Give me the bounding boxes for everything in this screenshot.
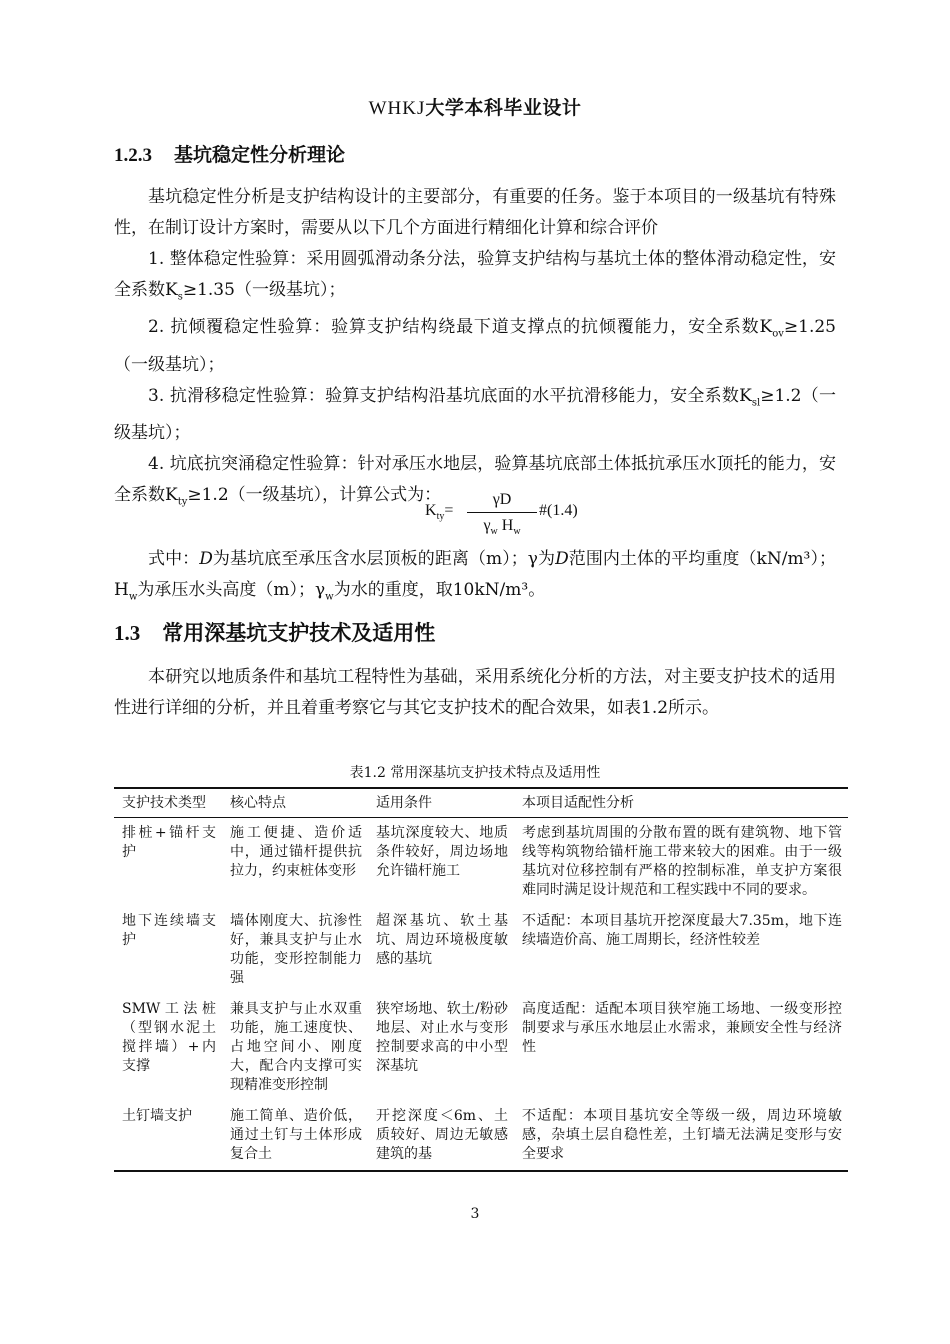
table-cell: 墙体刚度大、抗渗性好，兼具支护与止水功能，变形控制能力强 — [230, 913, 362, 986]
header-chinese: 大学本科毕业设计 — [425, 97, 582, 119]
item-4: 4. 坑底抗突涌稳定性验算：针对承压水地层，验算基坑底部土体抵抗承压水顶托的能力，安全系数$K_{ty}\ge 1.2$（一级基坑），计算公式为： — [114, 454, 836, 508]
item-2: 2. 抗倾覆稳定性验算：验算支护结构绕最下道支撑点的抗倾覆能力，安全系数$K_{ov}\ge 1.25$（一级基坑）； — [114, 317, 836, 375]
table-row — [114, 906, 848, 994]
table-cell: 开挖深度＜6m、土质较好、周边无敏感建筑的基 — [368, 1101, 514, 1171]
table-caption: 表1.2 常用深基坑支护技术特点及适用性 — [349, 765, 601, 781]
table-row — [114, 818, 848, 907]
table-cell: SMW工法桩（型钢水泥土搅拌墙）+内支撑 — [122, 1001, 216, 1074]
table-row — [114, 1101, 848, 1171]
formula-explanation: 式中：D为基坑底至承压含水层顶板的距离（m）；γ为D范围内土体的平均重度（kN/m³）；$H_w$为承压水头高度（m）；$\gamma_w$为水的重度，取10kN/m³。 — [114, 549, 837, 603]
section-heading-1-2-3 — [114, 140, 345, 167]
intro-paragraph: 基坑稳定性分析是支护结构设计的主要部分，有重要的任务。鉴于本项目的一级基坑有特殊性，在制订设计方案时，需要从以下几个方面进行精细化计算和综合评价 — [114, 187, 836, 238]
header-cell: 适用条件 — [368, 788, 514, 818]
header-cell: 支护技术类型 — [114, 788, 222, 818]
section-number: 1.2.3 — [114, 145, 152, 166]
section-1-3-body — [114, 662, 836, 724]
header-latin: WHKJ — [368, 98, 426, 119]
table-cell: 超深基坑、软土基坑、周边环境极度敏感的基坑 — [376, 913, 508, 967]
table-cell: 基坑深度较大、地质条件较好，周边场地允许锚杆施工 — [376, 825, 508, 879]
page-number: 3 — [470, 1206, 480, 1222]
table-cell: 不适配：本项目基坑安全等级一级，周边环境敏感，杂填土层自稳性差，土钉墙无法满足变形与安全要求 — [514, 1101, 848, 1171]
table-cell: 施工便捷、造价适中，通过锚杆提供抗拉力，约束桩体变形 — [230, 825, 362, 879]
table-cell: 兼具支护与止水双重功能，施工速度快、占地空间小、刚度大，配合内支撑可实现精准变形控制 — [230, 1001, 362, 1093]
running-header — [0, 93, 950, 120]
equation-denominator: $\gamma_w$ $H_w$ — [483, 517, 521, 538]
equation-fraction — [467, 488, 537, 537]
header-cell: 本项目适配性分析 — [514, 788, 848, 818]
table-row — [114, 994, 848, 1101]
header-cell: 核心特点 — [222, 788, 368, 818]
section-number: 1.3 — [114, 621, 141, 645]
item-1: 1. 整体稳定性验算：采用圆弧滑动条分法，验算支护结构与基坑土体的整体滑动稳定性，安全系数$K_s\ge 1.35$（一级基坑）； — [114, 249, 836, 303]
table-cell: 考虑到基坑周围的分散布置的既有建筑物、地下管线等构筑物给锚杆施工带来较大的困难。由于一级基坑对位移控制有严格的控制标准，单支护方案很难同时满足设计规范和工程实践中不同的要求。 — [522, 825, 842, 898]
equation-numerator: γD — [467, 488, 537, 513]
table-cell: 地下连续墙支护 — [122, 913, 216, 948]
support-technology-table — [114, 787, 848, 1172]
table-cell: 排桩+锚杆支护 — [122, 825, 216, 860]
section-title: 基坑稳定性分析理论 — [174, 144, 346, 166]
table-cell: 施工简单、造价低，通过土钉与土体形成复合土 — [222, 1101, 368, 1171]
section-title: 常用深基坑支护技术及适用性 — [162, 621, 436, 645]
section-1-2-3-body — [114, 182, 836, 518]
section-1-3-intro: 本研究以地质条件和基坑工程特性为基础，采用系统化分析的方法，对主要支护技术的适用性进行详细的分析，并且着重考察它与其它支护技术的配合效果，如表1.2所示。 — [114, 667, 836, 718]
equation-tag: #(1.4) — [539, 502, 578, 519]
table-header-row — [114, 788, 848, 818]
table-cell: 狭窄场地、软土/粉砂地层、对止水与变形控制要求高的中小型深基坑 — [376, 1001, 508, 1074]
item-3: 3. 抗滑移稳定性验算：验算支护结构沿基坑底面的水平抗滑移能力，安全系数$K_{sl}\ge 1.2$（一级基坑）； — [114, 385, 837, 444]
table-cell: 高度适配：适配本项目狭窄施工场地、一级变形控制要求与承压水地层止水需求，兼顾安全性与经济性 — [522, 1001, 842, 1055]
equation-lhs: $K_{ty}=$ — [425, 502, 454, 523]
table-cell: 土钉墙支护 — [114, 1101, 222, 1171]
table-cell: 不适配：本项目基坑开挖深度最大7.35m，地下连续墙造价高、施工周期长，经济性较差 — [522, 913, 842, 948]
section-heading-1-3 — [114, 617, 435, 647]
